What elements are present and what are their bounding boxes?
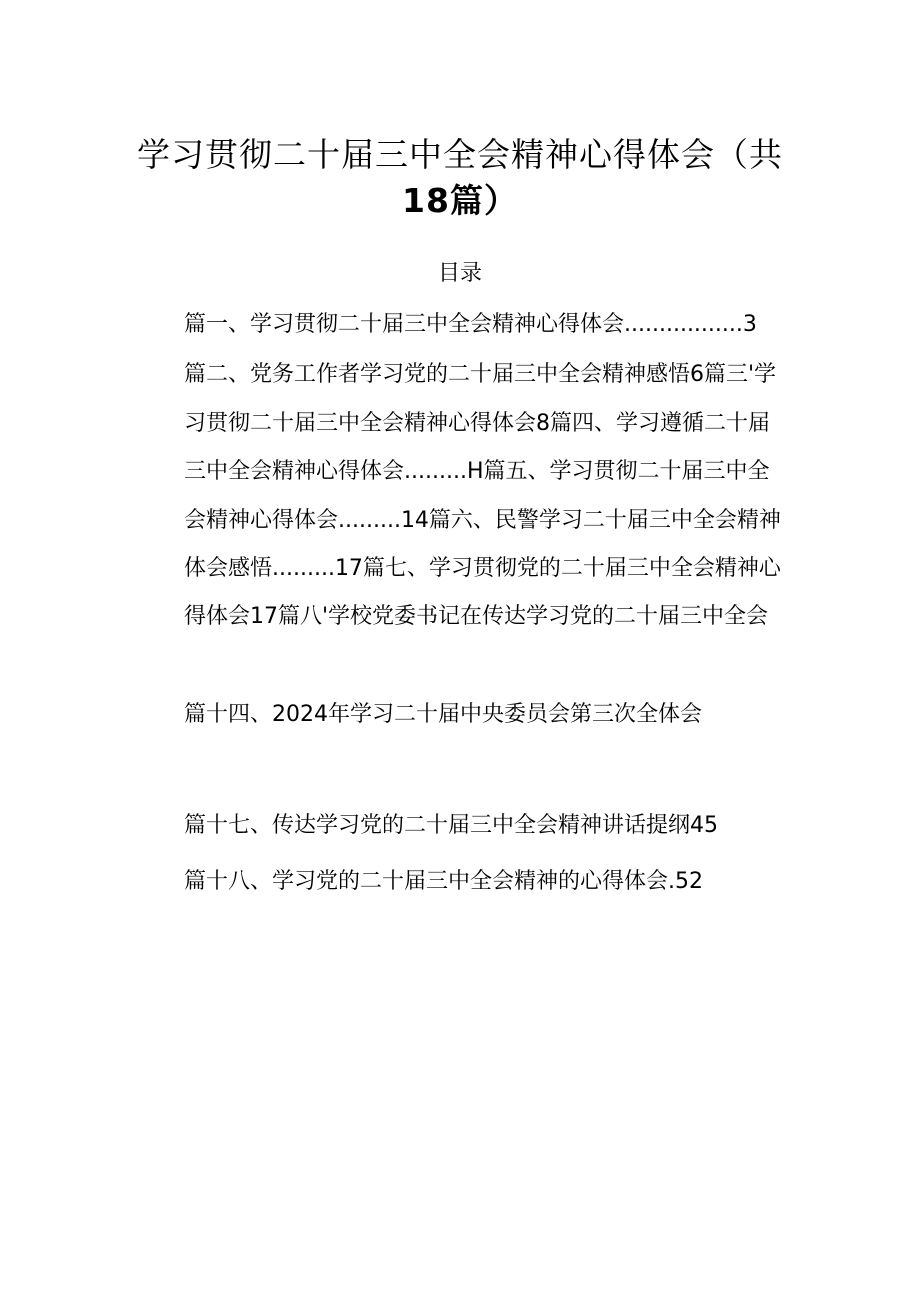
toc-heading: 目录 xyxy=(437,261,482,286)
toc-entry: 篇十四、2024年学习二十届中央委员会第三次全体会 xyxy=(184,702,702,727)
toc-entry: 三中全会精神心得体会.........H篇五、学习贯彻二十届三中全 xyxy=(184,459,770,484)
toc-entry: 篇二、党务工作者学习党的二十届三中全会精神感悟6篇三'学 xyxy=(184,362,777,387)
document-title xyxy=(120,132,800,224)
toc-entry: 篇十八、学习党的二十届三中全会精神的心得体会.52 xyxy=(184,869,703,894)
title-line-2: 18篇） xyxy=(402,181,518,220)
toc-entry: 篇一、学习贯彻二十届三中全会精神心得体会.................3 xyxy=(184,312,757,337)
toc-entry: 体会感悟.........17篇七、学习贯彻党的二十届三中全会精神心 xyxy=(184,556,781,581)
title-line-1: 学习贯彻二十届三中全会精神心得体会（共 xyxy=(137,135,783,174)
toc-entry: 会精神心得体会.........14篇六、民警学习二十届三中全会精神 xyxy=(184,508,781,533)
toc-entry: 篇十七、传达学习党的二十届三中全会精神讲话提纲45 xyxy=(184,813,718,838)
toc-entry: 得体会17篇八'学校党委书记在传达学习党的二十届三中全会 xyxy=(184,604,769,629)
toc-entry: 习贯彻二十届三中全会精神心得体会8篇四、学习遵循二十届 xyxy=(184,411,770,436)
